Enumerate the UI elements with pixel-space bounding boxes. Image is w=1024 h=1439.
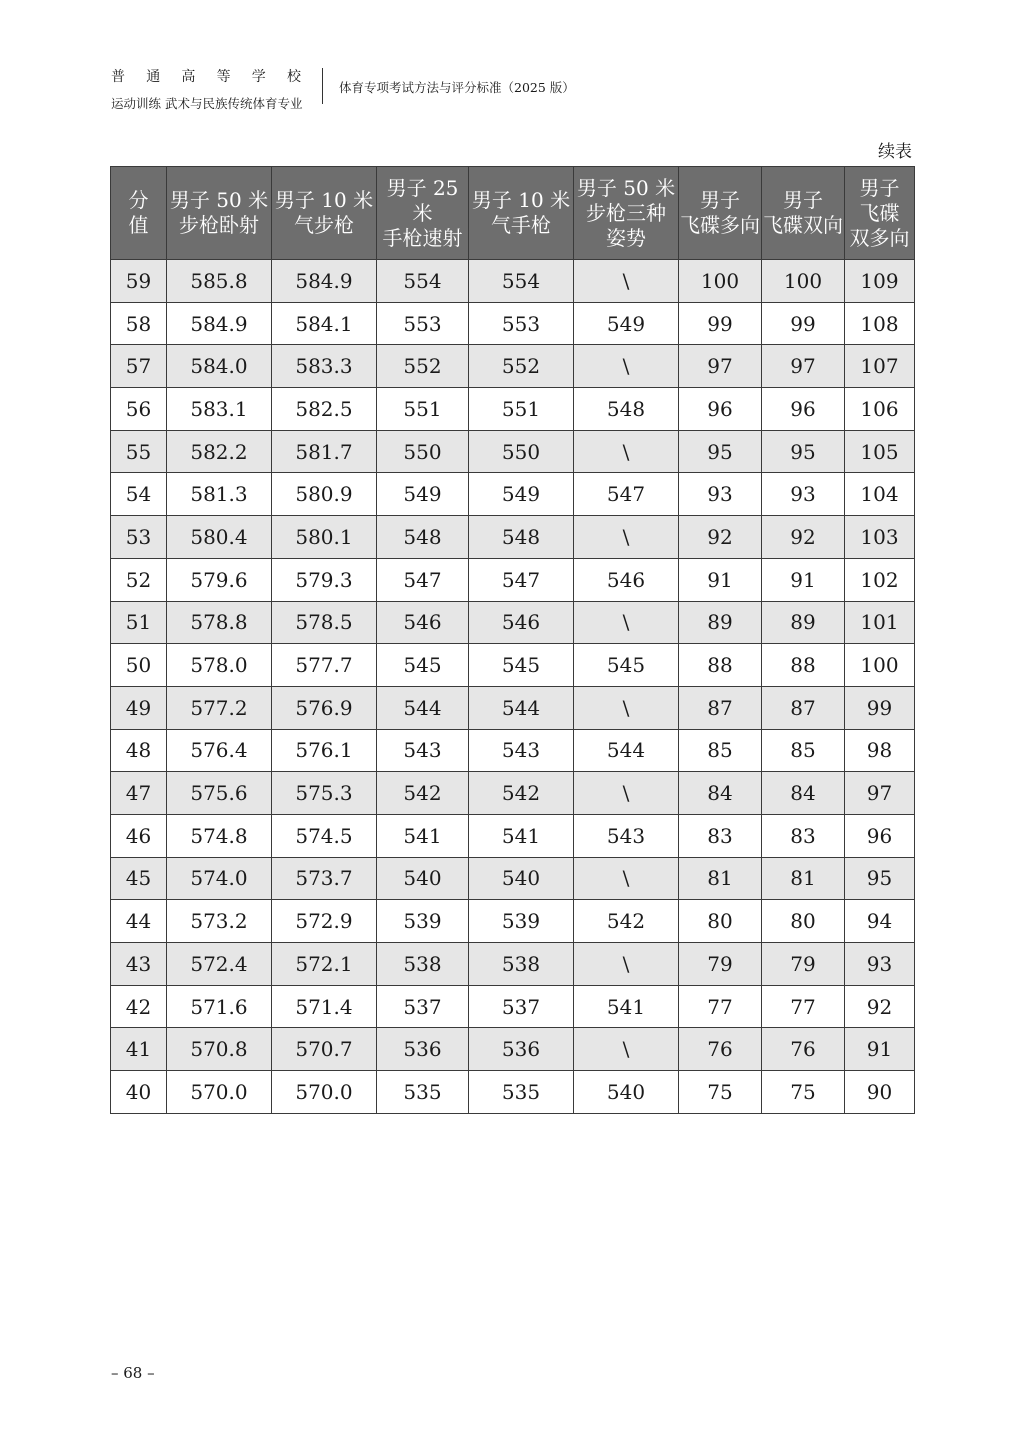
- value-cell: 580.9: [272, 473, 377, 516]
- value-cell: 100: [845, 644, 915, 687]
- value-cell: 544: [574, 729, 679, 772]
- column-header: [167, 167, 272, 260]
- table-row: [111, 772, 915, 815]
- value-cell: 552: [377, 345, 469, 388]
- column-header-line: 分: [128, 188, 149, 212]
- value-cell: 92: [845, 985, 915, 1028]
- value-cell: 581.7: [272, 430, 377, 473]
- value-cell: 97: [762, 345, 845, 388]
- score-cell: 57: [111, 345, 167, 388]
- school-char: 普: [111, 69, 125, 85]
- value-cell: \: [574, 943, 679, 986]
- value-cell: 79: [762, 943, 845, 986]
- value-cell: 572.1: [272, 943, 377, 986]
- value-cell: 584.9: [272, 260, 377, 303]
- value-cell: 571.6: [167, 985, 272, 1028]
- value-cell: 90: [845, 1071, 915, 1114]
- value-cell: 579.6: [167, 558, 272, 601]
- value-cell: 582.2: [167, 430, 272, 473]
- value-cell: 544: [469, 686, 574, 729]
- value-cell: 107: [845, 345, 915, 388]
- value-cell: 545: [377, 644, 469, 687]
- value-cell: 578.8: [167, 601, 272, 644]
- value-cell: 91: [762, 558, 845, 601]
- value-cell: 98: [845, 729, 915, 772]
- school-char: 学: [251, 69, 266, 85]
- value-cell: 542: [469, 772, 574, 815]
- program-name: 运动训练 武术与民族传统体育专业: [111, 96, 303, 111]
- value-cell: 79: [679, 943, 762, 986]
- value-cell: 546: [574, 558, 679, 601]
- value-cell: 580.4: [167, 516, 272, 559]
- column-header-line: 飞碟多向: [680, 213, 760, 237]
- value-cell: 570.0: [272, 1071, 377, 1114]
- value-cell: 573.2: [167, 900, 272, 943]
- value-cell: \: [574, 601, 679, 644]
- value-cell: 99: [762, 302, 845, 345]
- value-cell: 85: [762, 729, 845, 772]
- value-cell: 77: [762, 985, 845, 1028]
- value-cell: 100: [679, 260, 762, 303]
- column-header-line: 男子 50 米: [169, 188, 269, 212]
- document-title: 体育专项考试方法与评分标准（2025 版）: [339, 80, 575, 95]
- column-header-line: 男子: [700, 188, 740, 212]
- score-cell: 54: [111, 473, 167, 516]
- value-cell: 100: [762, 260, 845, 303]
- table-row: [111, 388, 915, 431]
- value-cell: \: [574, 772, 679, 815]
- value-cell: 537: [377, 985, 469, 1028]
- value-cell: 573.7: [272, 857, 377, 900]
- value-cell: 87: [762, 686, 845, 729]
- score-cell: 40: [111, 1071, 167, 1114]
- value-cell: 540: [377, 857, 469, 900]
- value-cell: 576.1: [272, 729, 377, 772]
- score-cell: 43: [111, 943, 167, 986]
- value-cell: 80: [762, 900, 845, 943]
- column-header: [845, 167, 915, 260]
- score-cell: 42: [111, 985, 167, 1028]
- value-cell: 81: [679, 857, 762, 900]
- table-row: [111, 814, 915, 857]
- value-cell: 109: [845, 260, 915, 303]
- value-cell: 97: [845, 772, 915, 815]
- value-cell: 584.0: [167, 345, 272, 388]
- table-row: [111, 601, 915, 644]
- value-cell: 546: [377, 601, 469, 644]
- school-type: [111, 66, 301, 86]
- table-header-row: [111, 167, 915, 260]
- value-cell: 582.5: [272, 388, 377, 431]
- value-cell: 89: [679, 601, 762, 644]
- value-cell: 535: [469, 1071, 574, 1114]
- table-row: [111, 900, 915, 943]
- value-cell: 76: [762, 1028, 845, 1071]
- column-header-line: 姿势: [606, 225, 646, 250]
- score-cell: 46: [111, 814, 167, 857]
- school-char: 高: [181, 69, 196, 85]
- value-cell: 99: [679, 302, 762, 345]
- value-cell: 108: [845, 302, 915, 345]
- column-header: [762, 167, 845, 260]
- value-cell: 101: [845, 601, 915, 644]
- column-header-line: 手枪速射: [382, 225, 463, 250]
- value-cell: 570.8: [167, 1028, 272, 1071]
- score-cell: 55: [111, 430, 167, 473]
- value-cell: 81: [762, 857, 845, 900]
- table-row: [111, 345, 915, 388]
- value-cell: 575.3: [272, 772, 377, 815]
- column-header-line: 男子 50 米: [576, 175, 676, 200]
- value-cell: 83: [679, 814, 762, 857]
- table-row: [111, 1071, 915, 1114]
- value-cell: 87: [679, 686, 762, 729]
- school-char: 校: [286, 69, 301, 85]
- header-left: [111, 66, 316, 112]
- column-header-line: 飞碟双向: [763, 213, 843, 237]
- value-cell: 577.2: [167, 686, 272, 729]
- value-cell: 584.9: [167, 302, 272, 345]
- header-divider: [322, 68, 323, 104]
- value-cell: 574.0: [167, 857, 272, 900]
- score-cell: 59: [111, 260, 167, 303]
- value-cell: 550: [469, 430, 574, 473]
- table-row: [111, 302, 915, 345]
- value-cell: 585.8: [167, 260, 272, 303]
- score-cell: 41: [111, 1028, 167, 1071]
- value-cell: 92: [679, 516, 762, 559]
- value-cell: 104: [845, 473, 915, 516]
- value-cell: 548: [377, 516, 469, 559]
- value-cell: 540: [574, 1071, 679, 1114]
- column-header-line: 值: [128, 213, 149, 237]
- value-cell: 545: [574, 644, 679, 687]
- continued-label: 续表: [878, 142, 912, 162]
- table-row: [111, 686, 915, 729]
- value-cell: 583.1: [167, 388, 272, 431]
- value-cell: 570.7: [272, 1028, 377, 1071]
- score-table: [110, 166, 915, 1114]
- score-cell: 50: [111, 644, 167, 687]
- value-cell: 88: [762, 644, 845, 687]
- value-cell: 541: [469, 814, 574, 857]
- value-cell: 539: [469, 900, 574, 943]
- value-cell: 84: [679, 772, 762, 815]
- table-body: [111, 260, 915, 1114]
- value-cell: 77: [679, 985, 762, 1028]
- value-cell: 581.3: [167, 473, 272, 516]
- value-cell: 547: [469, 558, 574, 601]
- value-cell: 85: [679, 729, 762, 772]
- value-cell: 92: [762, 516, 845, 559]
- score-cell: 48: [111, 729, 167, 772]
- value-cell: 103: [845, 516, 915, 559]
- value-cell: 75: [762, 1071, 845, 1114]
- value-cell: 570.0: [167, 1071, 272, 1114]
- score-cell: 56: [111, 388, 167, 431]
- table-row: [111, 857, 915, 900]
- column-header: [469, 167, 574, 260]
- column-header-line: 男子: [783, 188, 823, 212]
- value-cell: 583.3: [272, 345, 377, 388]
- value-cell: 537: [469, 985, 574, 1028]
- value-cell: 579.3: [272, 558, 377, 601]
- value-cell: \: [574, 345, 679, 388]
- score-cell: 53: [111, 516, 167, 559]
- value-cell: 551: [377, 388, 469, 431]
- value-cell: 75: [679, 1071, 762, 1114]
- value-cell: 99: [845, 686, 915, 729]
- value-cell: 536: [377, 1028, 469, 1071]
- value-cell: 571.4: [272, 985, 377, 1028]
- value-cell: 106: [845, 388, 915, 431]
- value-cell: 93: [845, 943, 915, 986]
- value-cell: 577.7: [272, 644, 377, 687]
- value-cell: \: [574, 430, 679, 473]
- value-cell: 549: [469, 473, 574, 516]
- value-cell: 93: [762, 473, 845, 516]
- value-cell: 544: [377, 686, 469, 729]
- value-cell: 96: [845, 814, 915, 857]
- value-cell: 538: [469, 943, 574, 986]
- column-header-line: 双多向: [849, 225, 910, 250]
- value-cell: 88: [679, 644, 762, 687]
- value-cell: 540: [469, 857, 574, 900]
- column-header-line: 男子: [859, 175, 900, 200]
- value-cell: 535: [377, 1071, 469, 1114]
- value-cell: 545: [469, 644, 574, 687]
- value-cell: 576.9: [272, 686, 377, 729]
- value-cell: 574.8: [167, 814, 272, 857]
- value-cell: 548: [469, 516, 574, 559]
- table-row: [111, 644, 915, 687]
- value-cell: 551: [469, 388, 574, 431]
- column-header: [272, 167, 377, 260]
- value-cell: 580.1: [272, 516, 377, 559]
- value-cell: 97: [679, 345, 762, 388]
- value-cell: 95: [762, 430, 845, 473]
- score-cell: 44: [111, 900, 167, 943]
- value-cell: 536: [469, 1028, 574, 1071]
- table-row: [111, 516, 915, 559]
- value-cell: 543: [469, 729, 574, 772]
- value-cell: 96: [679, 388, 762, 431]
- value-cell: \: [574, 516, 679, 559]
- score-cell: 52: [111, 558, 167, 601]
- value-cell: 543: [377, 729, 469, 772]
- table-row: [111, 985, 915, 1028]
- table-row: [111, 430, 915, 473]
- value-cell: 538: [377, 943, 469, 986]
- column-header-line: 男子 10 米: [274, 188, 374, 212]
- value-cell: 542: [377, 772, 469, 815]
- value-cell: 572.4: [167, 943, 272, 986]
- value-cell: 89: [762, 601, 845, 644]
- score-cell: 51: [111, 601, 167, 644]
- value-cell: 96: [762, 388, 845, 431]
- value-cell: 548: [574, 388, 679, 431]
- table-row: [111, 558, 915, 601]
- value-cell: 553: [377, 302, 469, 345]
- value-cell: 547: [377, 558, 469, 601]
- value-cell: 105: [845, 430, 915, 473]
- value-cell: 539: [377, 900, 469, 943]
- value-cell: 93: [679, 473, 762, 516]
- value-cell: 94: [845, 900, 915, 943]
- column-header: [574, 167, 679, 260]
- value-cell: 95: [679, 430, 762, 473]
- value-cell: \: [574, 1028, 679, 1071]
- value-cell: \: [574, 260, 679, 303]
- value-cell: 549: [377, 473, 469, 516]
- column-header-line: 男子 10 米: [471, 188, 571, 212]
- value-cell: 578.5: [272, 601, 377, 644]
- value-cell: 541: [377, 814, 469, 857]
- value-cell: 84: [762, 772, 845, 815]
- school-char: 等: [216, 69, 231, 85]
- column-header-line: 气步枪: [294, 213, 354, 237]
- value-cell: \: [574, 857, 679, 900]
- value-cell: 578.0: [167, 644, 272, 687]
- score-cell: 49: [111, 686, 167, 729]
- table-row: [111, 1028, 915, 1071]
- value-cell: 584.1: [272, 302, 377, 345]
- value-cell: 541: [574, 985, 679, 1028]
- value-cell: \: [574, 686, 679, 729]
- value-cell: 543: [574, 814, 679, 857]
- value-cell: 549: [574, 302, 679, 345]
- value-cell: 80: [679, 900, 762, 943]
- score-cell: 47: [111, 772, 167, 815]
- value-cell: 542: [574, 900, 679, 943]
- school-char: 通: [146, 69, 161, 85]
- value-cell: 552: [469, 345, 574, 388]
- column-header-line: 步枪三种: [586, 200, 666, 225]
- value-cell: 550: [377, 430, 469, 473]
- column-header: [679, 167, 762, 260]
- value-cell: 547: [574, 473, 679, 516]
- value-cell: 574.5: [272, 814, 377, 857]
- value-cell: 83: [762, 814, 845, 857]
- column-header-line: 男子 25 米: [386, 175, 459, 225]
- value-cell: 102: [845, 558, 915, 601]
- column-header: [377, 167, 469, 260]
- column-header-line: 气手枪: [491, 213, 551, 237]
- column-header-line: 飞碟: [859, 200, 900, 225]
- column-header-line: 步枪卧射: [179, 213, 259, 237]
- table-row: [111, 260, 915, 303]
- column-header: [111, 167, 167, 260]
- table-row: [111, 729, 915, 772]
- value-cell: 553: [469, 302, 574, 345]
- value-cell: 546: [469, 601, 574, 644]
- score-cell: 45: [111, 857, 167, 900]
- value-cell: 576.4: [167, 729, 272, 772]
- value-cell: 554: [377, 260, 469, 303]
- value-cell: 95: [845, 857, 915, 900]
- value-cell: 575.6: [167, 772, 272, 815]
- value-cell: 91: [845, 1028, 915, 1071]
- value-cell: 572.9: [272, 900, 377, 943]
- table-row: [111, 473, 915, 516]
- page-number: – 68 –: [111, 1364, 155, 1382]
- value-cell: 91: [679, 558, 762, 601]
- table-row: [111, 943, 915, 986]
- value-cell: 554: [469, 260, 574, 303]
- score-cell: 58: [111, 302, 167, 345]
- value-cell: 76: [679, 1028, 762, 1071]
